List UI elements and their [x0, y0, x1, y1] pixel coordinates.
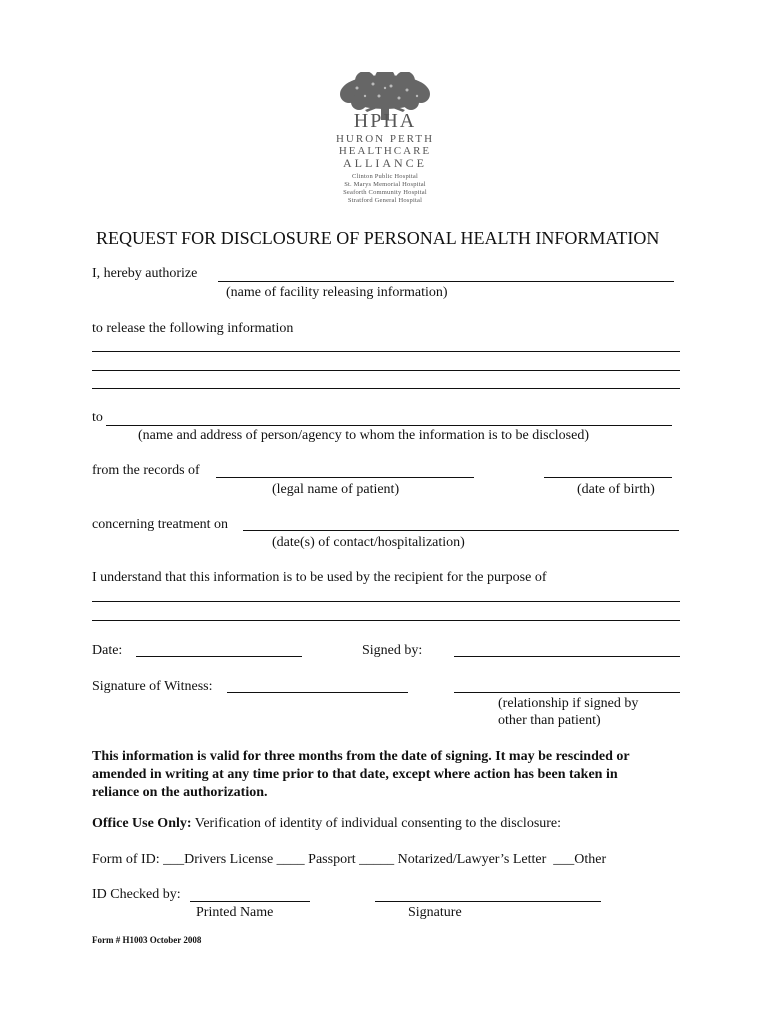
to-label: to: [92, 410, 103, 425]
relationship-caption-2: other than patient): [498, 713, 601, 728]
id-checked-name-field[interactable]: [190, 901, 310, 902]
release-label: to release the following information: [92, 321, 294, 336]
form-of-id-row: Form of ID: ___Drivers License ____ Passport _____ Notarized/Lawyer’s Letter ___Other: [92, 852, 607, 867]
validity-notice-line-1: This information is valid for three months from the date of signing. It may be rescinded or: [92, 749, 630, 764]
id-checked-label: ID Checked by:: [92, 887, 181, 902]
logo-line-3: ALLIANCE: [343, 156, 427, 170]
logo-letters: HPHA: [353, 110, 417, 132]
facility-field[interactable]: [218, 281, 674, 282]
patient-name-caption: (legal name of patient): [272, 482, 400, 497]
logo-line-2: HEALTHCARE: [338, 145, 432, 157]
relationship-field[interactable]: [454, 692, 680, 693]
page-title: REQUEST FOR DISCLOSURE OF PERSONAL HEALTH INFORMATION: [96, 228, 660, 248]
purpose-field-1[interactable]: [92, 601, 680, 602]
signed-by-label: Signed by:: [362, 643, 423, 658]
logo-hospital-4: Stratford General Hospital: [347, 197, 423, 204]
purpose-field-2[interactable]: [92, 620, 680, 621]
logo-hospital-3: Seaforth Community Hospital: [343, 189, 427, 196]
office-use-row: [92, 816, 561, 832]
date-label: Date:: [92, 643, 123, 658]
recipient-field[interactable]: [106, 425, 672, 426]
recipient-caption: (name and address of person/agency to whom the information is to be disclosed): [138, 428, 589, 443]
treatment-caption: (date(s) of contact/hospitalization): [272, 535, 465, 550]
logo-hospital-1: Clinton Public Hospital: [352, 173, 418, 180]
records-label: from the records of: [92, 463, 200, 478]
office-use-text: Verification of identity of individual consenting to the disclosure:: [191, 816, 562, 831]
witness-field[interactable]: [227, 692, 408, 693]
treatment-dates-field[interactable]: [243, 530, 679, 531]
patient-name-field[interactable]: [216, 477, 474, 478]
date-of-birth-field[interactable]: [544, 477, 672, 478]
release-field-2[interactable]: [92, 370, 680, 371]
office-use-label: Office Use Only:: [92, 816, 192, 831]
form-number: Form # H1003 October 2008: [92, 935, 202, 945]
purpose-label: I understand that this information is to be used by the recipient for the purpose of: [92, 570, 547, 585]
witness-label: Signature of Witness:: [92, 679, 213, 694]
logo-line-1: HURON PERTH: [335, 133, 435, 145]
id-checked-signature-field[interactable]: [375, 901, 601, 902]
date-of-birth-caption: (date of birth): [577, 482, 655, 497]
logo-hospital-2: St. Marys Memorial Hospital: [344, 181, 426, 188]
relationship-caption-1: (relationship if signed by: [498, 696, 639, 711]
signature-caption: Signature: [408, 905, 462, 920]
release-field-3[interactable]: [92, 388, 680, 389]
validity-notice-line-3: reliance on the authorization.: [92, 785, 268, 800]
printed-name-caption: Printed Name: [196, 905, 274, 920]
date-field[interactable]: [136, 656, 302, 657]
signed-by-field[interactable]: [454, 656, 680, 657]
authorize-label: I, hereby authorize: [92, 266, 198, 281]
release-field-1[interactable]: [92, 351, 680, 352]
validity-notice-line-2: amended in writing at any time prior to that date, except where action has been taken in: [92, 767, 618, 782]
facility-caption: (name of facility releasing information): [226, 285, 448, 300]
treatment-label: concerning treatment on: [92, 517, 229, 532]
